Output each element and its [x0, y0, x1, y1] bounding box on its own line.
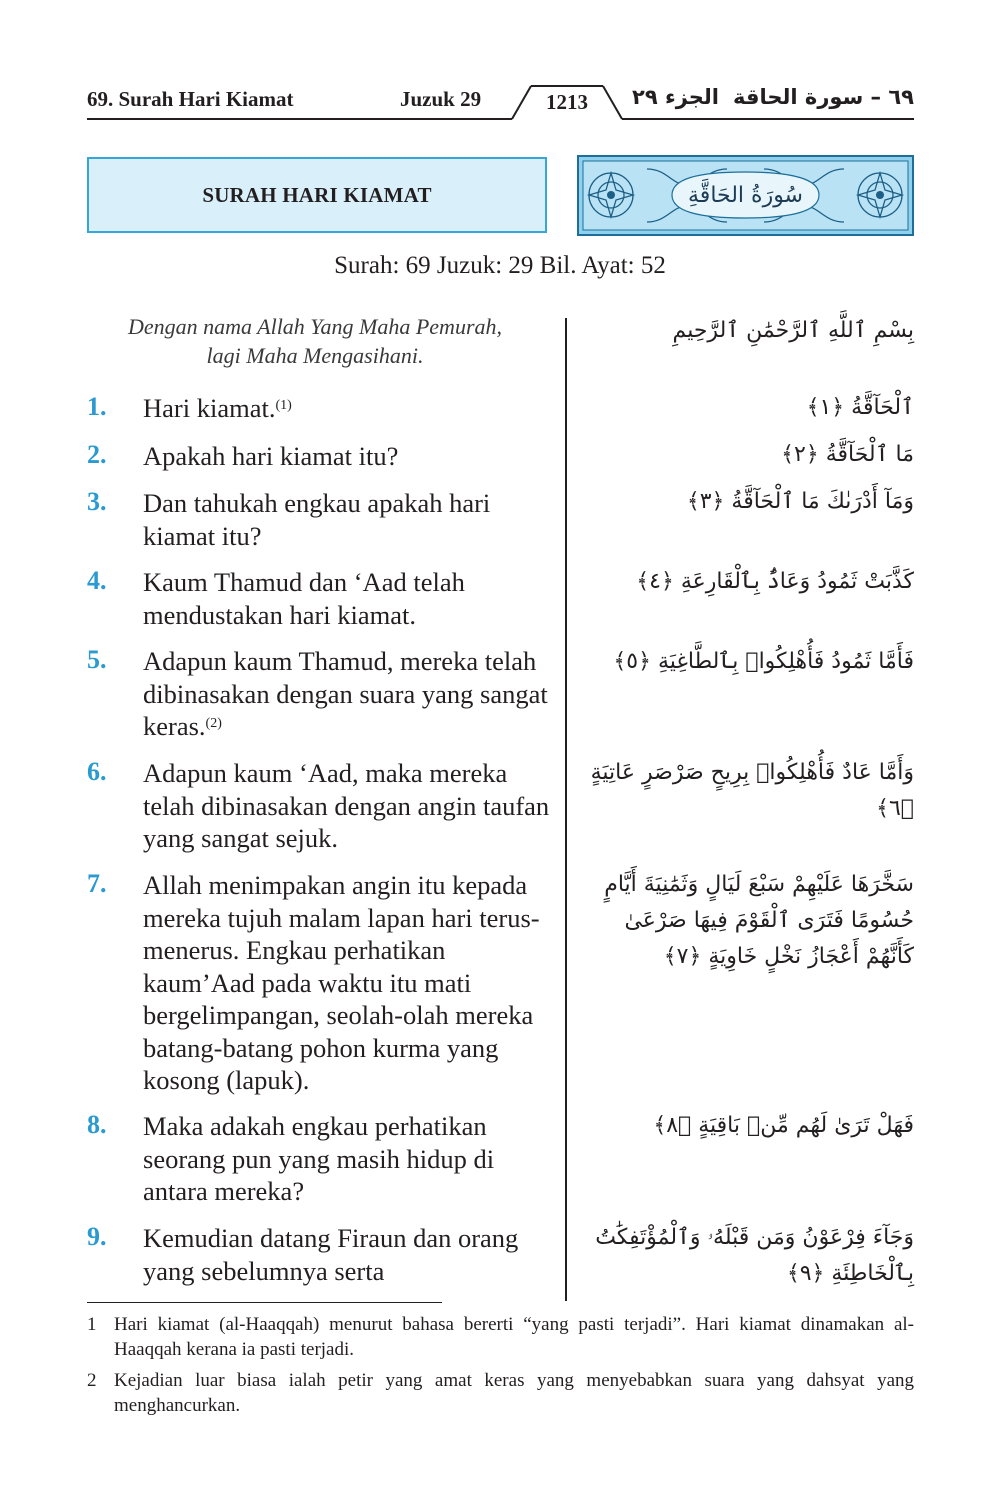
- footnote-number: 1: [87, 1314, 97, 1335]
- surah-title: SURAH HARI KIAMAT: [202, 182, 432, 207]
- verse-text: Dan tahukah engkau apakah hari kiamat itu?: [143, 488, 491, 551]
- verse-number: 6.: [87, 757, 107, 786]
- verse-text: [143, 645, 555, 743]
- footnote-text: Hari kiamat (al-Haaqqah) menurut bahasa bererti “yang pasti terjadi”. Hari kiamat dinamakan al-Haaqqah kerana ia pasti terjadi.: [114, 1314, 914, 1360]
- surah-meta: Surah: 69 Juzuk: 29 Bil. Ayat: 52: [334, 252, 666, 279]
- footnote-number: 2: [87, 1370, 97, 1391]
- verse-number: 3.: [87, 487, 107, 516]
- basmalah-line-2: lagi Maha Mengasihani.: [206, 343, 424, 368]
- verse-text: Adapun kaum ‘Aad, maka mereka telah dibinasakan dengan angin taufan yang sangat sejuk.: [143, 758, 550, 853]
- header-juzuk: Juzuk 29: [400, 87, 482, 111]
- verse-text: Kaum Thamud dan ‘Aad telah mendustakan hari kiamat.: [143, 567, 465, 630]
- arabic-title-ornament: [577, 155, 914, 236]
- footnote-text: Kejadian luar biasa ialah petir yang amat keras yang menyebabkan suara yang dahsyat yang menghancurkan.: [114, 1370, 914, 1416]
- verse-text: Apakah hari kiamat itu?: [143, 441, 399, 471]
- footnote-ref: (1): [275, 398, 292, 413]
- page-number: 1213: [546, 90, 588, 114]
- verse-text: Maka adakah engkau perhatikan seorang pun yang masih hidup di antara mereka?: [143, 1111, 495, 1206]
- arabic-verse: وَأَمَّا عَادٌ فَأُهْلِكُوا۟ بِرِيحٍ صَرْصَرٍ عَاتِيَةٍ ﴿٦﴾: [590, 760, 914, 821]
- verse-number: 2.: [87, 440, 107, 469]
- verse-number: 9.: [87, 1222, 107, 1251]
- running-header: [87, 82, 914, 122]
- column-divider: [565, 318, 567, 1301]
- arabic-verse: وَجَآءَ فِرْعَوْنُ وَمَن قَبْلَهُۥ وَٱلْمُؤْتَفِكَٰتُ بِٱلْخَاطِئَةِ ﴿٩﴾: [595, 1225, 914, 1286]
- arabic-verse: ٱلْحَآقَّةُ ﴿١﴾: [806, 395, 914, 420]
- footnote-ref: (2): [205, 716, 222, 731]
- footnote: [87, 1312, 914, 1362]
- header-surah-title: 69. Surah Hari Kiamat: [87, 87, 294, 111]
- arabic-verse: وَمَآ أَدْرَىٰكَ مَا ٱلْحَآقَّةُ ﴿٣﴾: [686, 489, 914, 514]
- footnote-rule: [87, 1302, 442, 1303]
- verse-text-body: Adapun kaum Thamud, mereka telah dibinasakan dengan suara yang sangat keras.: [143, 646, 548, 741]
- verse-text: [143, 392, 555, 425]
- basmalah-translation: [95, 312, 535, 370]
- verse-text: Allah menimpakan angin itu kepada mereka tujuh malam lapan hari terus-menerus. Engkau perhatikan kaum’Aad pada waktu itu mati bergelimpangan, seolah-olah mereka batang-batang pohon kurma yang kosong (lapuk).: [143, 870, 540, 1095]
- header-arabic-surah: ٦٩ – سورة الحاقة: [733, 85, 914, 109]
- arabic-verse: كَذَّبَتْ ثَمُودُ وَعَادٌۢ بِٱلْقَارِعَةِ ﴿٤﴾: [636, 569, 914, 594]
- verse-text: Kemudian datang Firaun dan orang yang sebelumnya serta: [143, 1223, 519, 1286]
- verse-text-body: Hari kiamat.: [143, 393, 276, 423]
- header-arabic-juz: الجزء ٢٩: [632, 85, 719, 109]
- arabic-verse: فَأَمَّا ثَمُودُ فَأُهْلِكُوا۟ بِٱلطَّاغِيَةِ ﴿٥﴾: [613, 649, 914, 674]
- basmalah-line-1: Dengan nama Allah Yang Maha Pemurah,: [128, 314, 502, 339]
- arabic-verse: سَخَّرَهَا عَلَيْهِمْ سَبْعَ لَيَالٍ وَثَمَٰنِيَةَ أَيَّامٍ حُسُومًا فَتَرَى ٱلْقَوْمَ فِيهَا صَرْعَىٰ كَأَنَّهُمْ أَعْجَازُ نَخْلٍ خَاوِيَةٍ ﴿٧﴾: [604, 872, 914, 969]
- surah-title-box: [87, 157, 547, 233]
- verse-number: 1.: [87, 392, 107, 421]
- verse-number: 7.: [87, 869, 107, 898]
- arabic-verse: فَهَلْ تَرَىٰ لَهُم مِّنۢ بَاقِيَةٍ ﴿٨﴾: [653, 1113, 914, 1138]
- arabic-verse: مَا ٱلْحَآقَّةُ ﴿٢﴾: [781, 442, 914, 467]
- verse-number: 5.: [87, 645, 107, 674]
- verse-number: 8.: [87, 1110, 107, 1139]
- verse-number: 4.: [87, 566, 107, 595]
- arabic-surah-title: سُورَةُ الحَاقَّةِ: [688, 183, 803, 208]
- footnote: [87, 1368, 914, 1418]
- basmalah-arabic: بِسْمِ ٱللَّهِ ٱلرَّحْمَٰنِ ٱلرَّحِيمِ: [672, 318, 914, 343]
